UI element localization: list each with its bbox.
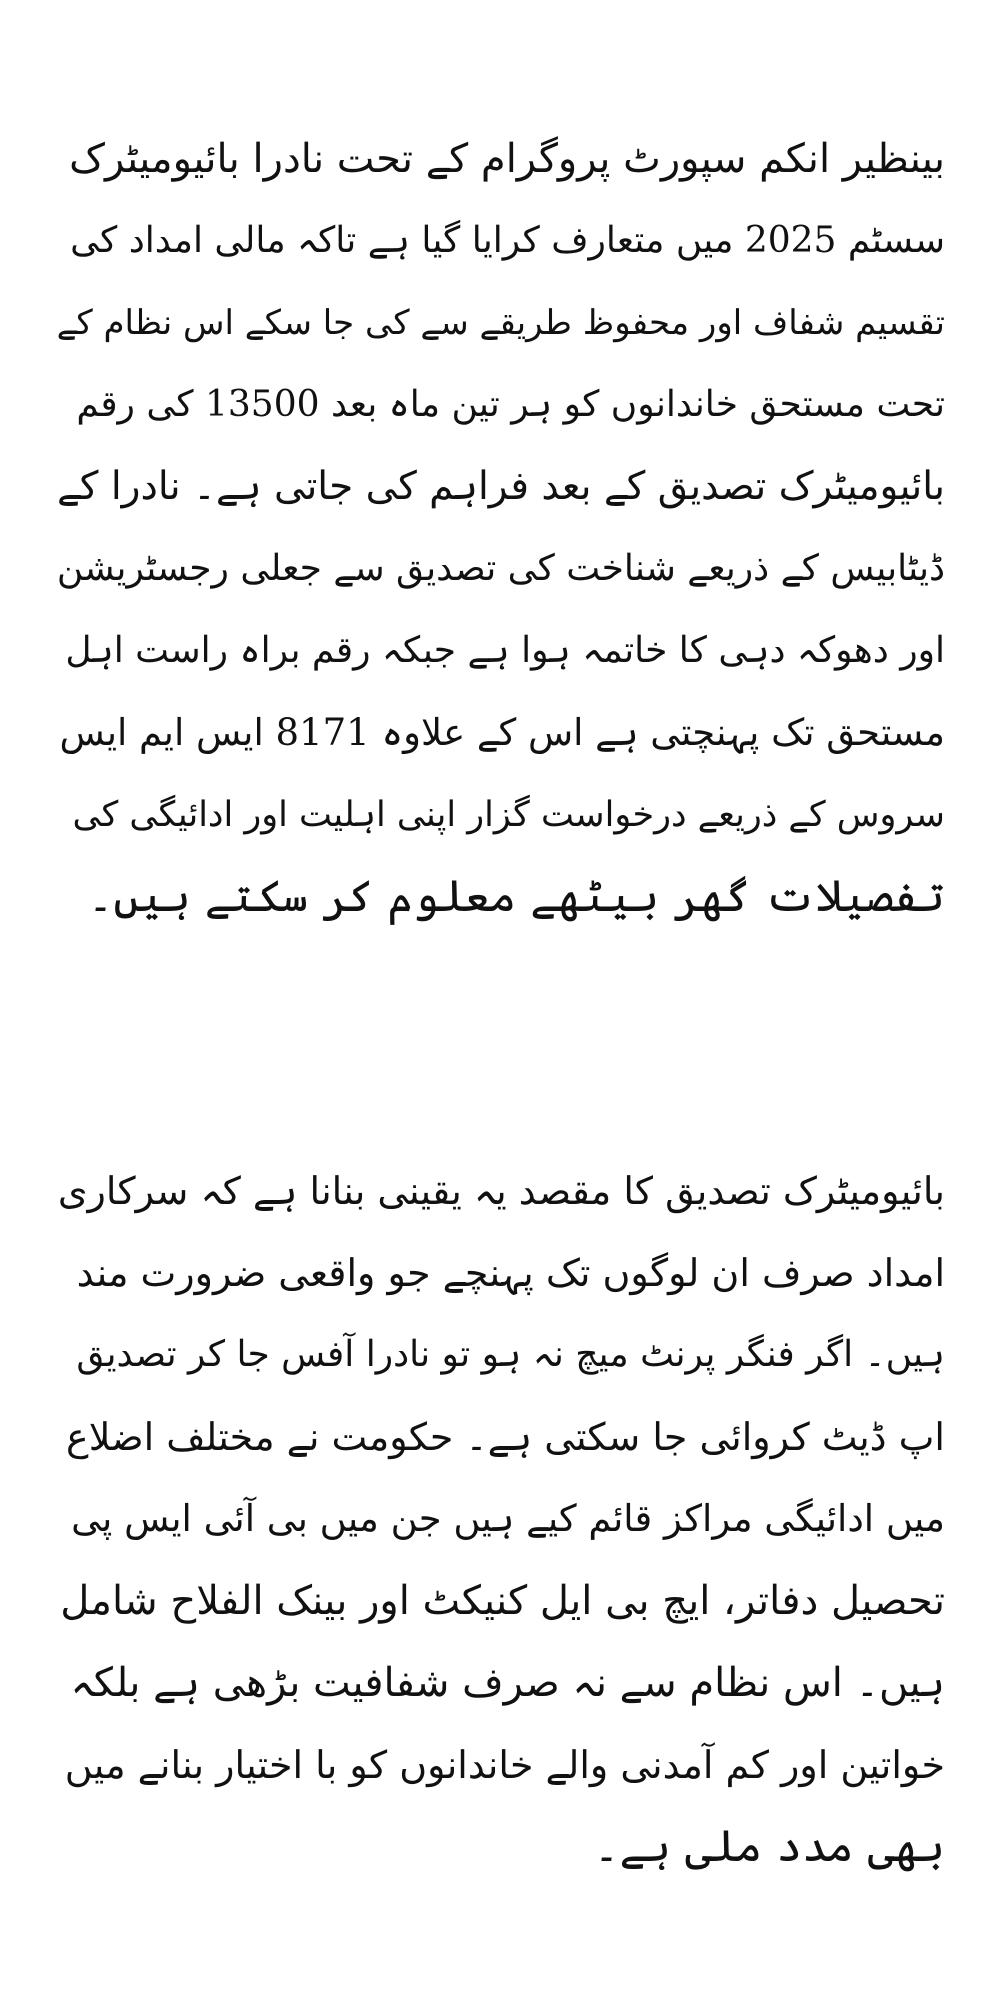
- paragraph-line: میں ادائیگی مراکز قائم کیے ہیں جن میں بی آئی ایس پی: [71, 1497, 945, 1540]
- paragraph-1: [55, 118, 945, 1038]
- paragraph-line: تحت مستحق خاندانوں کو ہر تین ماہ بعد 13500 کی رقم: [76, 384, 945, 425]
- paragraph-line: خواتین اور کم آمدنی والے خاندانوں کو با اختیار بنانے میں: [64, 1743, 945, 1787]
- paragraph-line: سسٹم 2025 میں متعارف کرایا گیا ہے تاکہ مالی امداد کی: [70, 220, 945, 261]
- paragraph-line: تقسیم شفاف اور محفوظ طریقے سے کی جا سکے اس نظام کے: [56, 303, 945, 343]
- paragraph-line: تحصیل دفاتر، ایچ بی ایل کنیکٹ اور بینک الفلاح شامل: [60, 1578, 945, 1624]
- paragraph-line: امداد صرف ان لوگوں تک پہنچے جو واقعی ضرورت مند: [76, 1251, 945, 1295]
- paragraph-line: بائیومیٹرک تصدیق کے بعد فراہم کی جاتی ہے۔ نادرا کے: [57, 464, 945, 509]
- paragraph-line: بینظیر انکم سپورٹ پروگرام کے تحت نادرا بائیومیٹرک: [69, 136, 945, 182]
- paragraph-line: اور دھوکہ دہی کا خاتمہ ہوا ہے جبکہ رقم براہ راست اہل: [65, 630, 945, 671]
- paragraph-line: اپ ڈیٹ کروائی جا سکتی ہے۔ حکومت نے مختلف اضلاع: [66, 1415, 945, 1459]
- paragraph-line: ڈیٹابیس کے ذریعے شناخت کی تصدیق سے جعلی رجسٹریشن: [56, 548, 945, 589]
- paragraph-line: ہیں۔ اگر فنگر پرنٹ میچ نہ ہو تو نادرا آفس جا کر تصدیق: [76, 1334, 945, 1375]
- paragraph-line: بائیومیٹرک تصدیق کا مقصد یہ یقینی بنانا ہے کہ سرکاری: [57, 1169, 945, 1213]
- paragraph-line: تفصیلات گھر بیٹھے معلوم کر سکتے ہیں۔: [87, 871, 945, 922]
- paragraph-line: بھی مدد ملی ہے۔: [593, 1821, 945, 1872]
- paragraph-line: ہیں۔ اس نظام سے نہ صرف شفافیت بڑھی ہے بلکہ: [70, 1660, 945, 1706]
- paragraph-line: مستحق تک پہنچتی ہے اس کے علاوہ 8171 ایس ایم ایس: [59, 711, 945, 754]
- paragraph-2: [55, 1150, 945, 1970]
- paragraph-line: سروس کے ذریعے درخواست گزار اپنی اہلیت اور ادائیگی کی: [72, 795, 945, 835]
